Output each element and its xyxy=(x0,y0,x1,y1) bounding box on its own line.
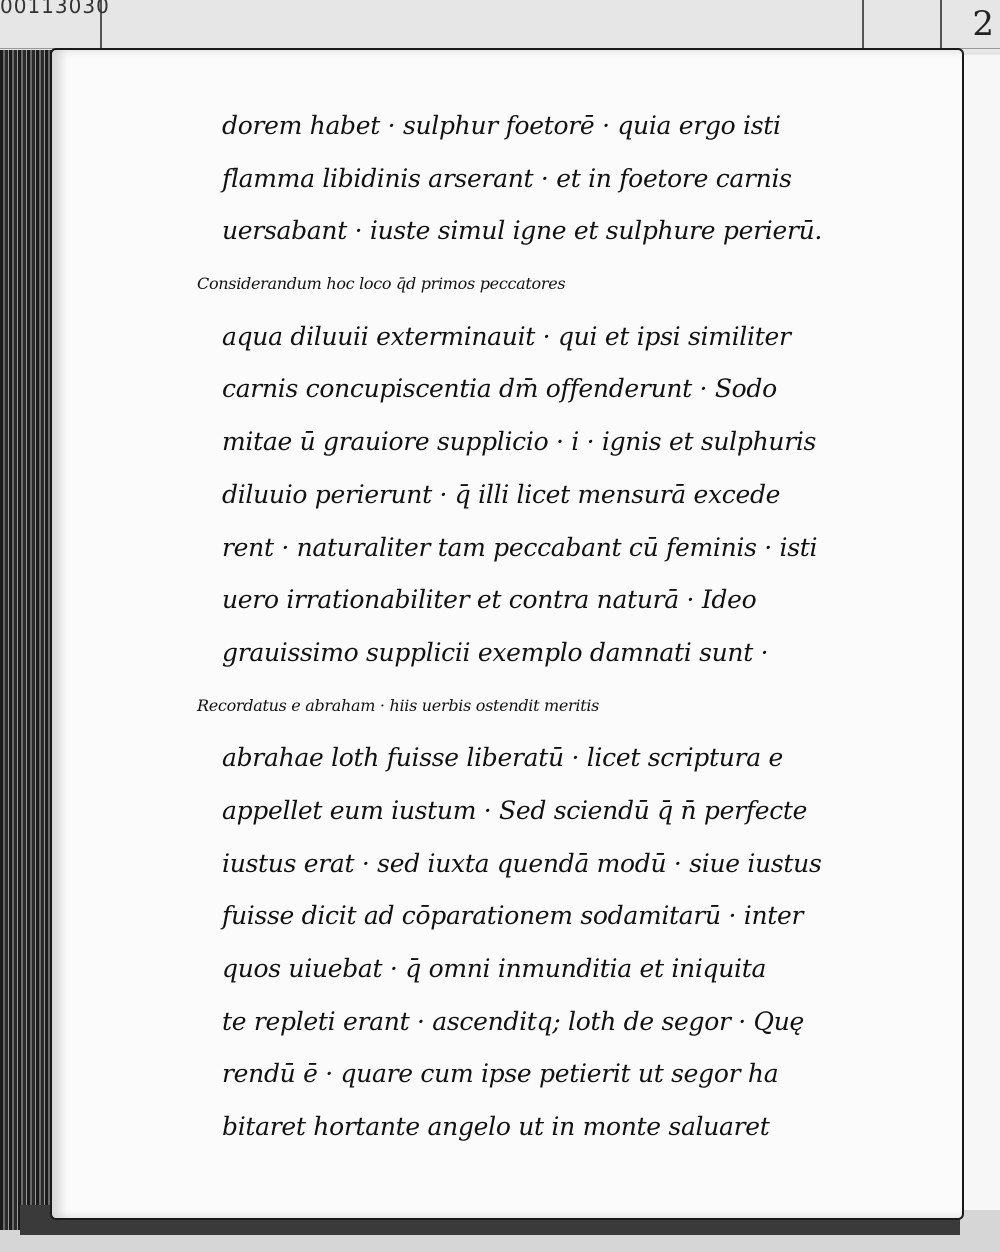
manuscript-line: aqua diluuii exterminauit · qui et ipsi similiter xyxy=(222,321,791,351)
manuscript-line: uersabant · iuste simul igne et sulphure perierū. xyxy=(222,216,823,246)
manuscript-line: bitaret hortante angelo ut in monte saluaret xyxy=(222,1112,770,1142)
manuscript-line: dorem habet · sulphur foetorē · quia ergo isti xyxy=(222,111,781,140)
archive-label: 00113030 xyxy=(0,0,110,18)
manuscript-line: rendū ē · quare cum ipse petierit ut segor ha xyxy=(222,1059,779,1089)
manuscript-line: abrahae loth fuisse liberatū · licet scriptura e xyxy=(222,743,783,773)
manuscript-line: carnis concupiscentia dm̄ offenderunt · Sodo xyxy=(222,374,777,404)
manuscript-line: te repleti erant · ascenditq; loth de segor · Quę xyxy=(222,1006,805,1036)
manuscript-line: quos uiuebat · q̄ omni inmunditia et iniquita xyxy=(222,954,767,983)
manuscript-line: flamma libidinis arserant · et in foetore carnis xyxy=(222,163,792,193)
manuscript-line: uero irrationabiliter et contra naturā · Ideo xyxy=(222,585,757,615)
manuscript-line: fuisse dicit ad cōparationem sodamitarū · inter xyxy=(222,901,804,931)
manuscript-line: Recordatus e abraham · hiis uerbis ostendit meritis xyxy=(197,695,600,715)
manuscript-line: iustus erat · sed iuxta quendā modū · siue iustus xyxy=(222,848,822,878)
manuscript-line: grauissimo supplicii exemplo damnati sunt · xyxy=(222,637,769,667)
manuscript-line: Considerandum hoc loco q̄d primos peccatores xyxy=(197,274,566,294)
manuscript-line: diluuio perierunt · q̄ illi licet mensurā excede xyxy=(222,479,781,509)
next-page-edge xyxy=(958,55,1000,1210)
ruler-strip xyxy=(0,0,1000,49)
manuscript-page xyxy=(50,48,964,1220)
folio-number: 2 xyxy=(972,4,994,44)
manuscript-line: appellet eum iustum · Sed sciendū q̄ n̄ perfecte xyxy=(222,795,808,825)
manuscript-line: mitae ū grauiore supplicio · i · ignis et sulphuris xyxy=(222,427,817,457)
manuscript-line: rent · naturaliter tam peccabant cū feminis · isti xyxy=(222,532,818,562)
manuscript-text-block xyxy=(197,100,922,1154)
